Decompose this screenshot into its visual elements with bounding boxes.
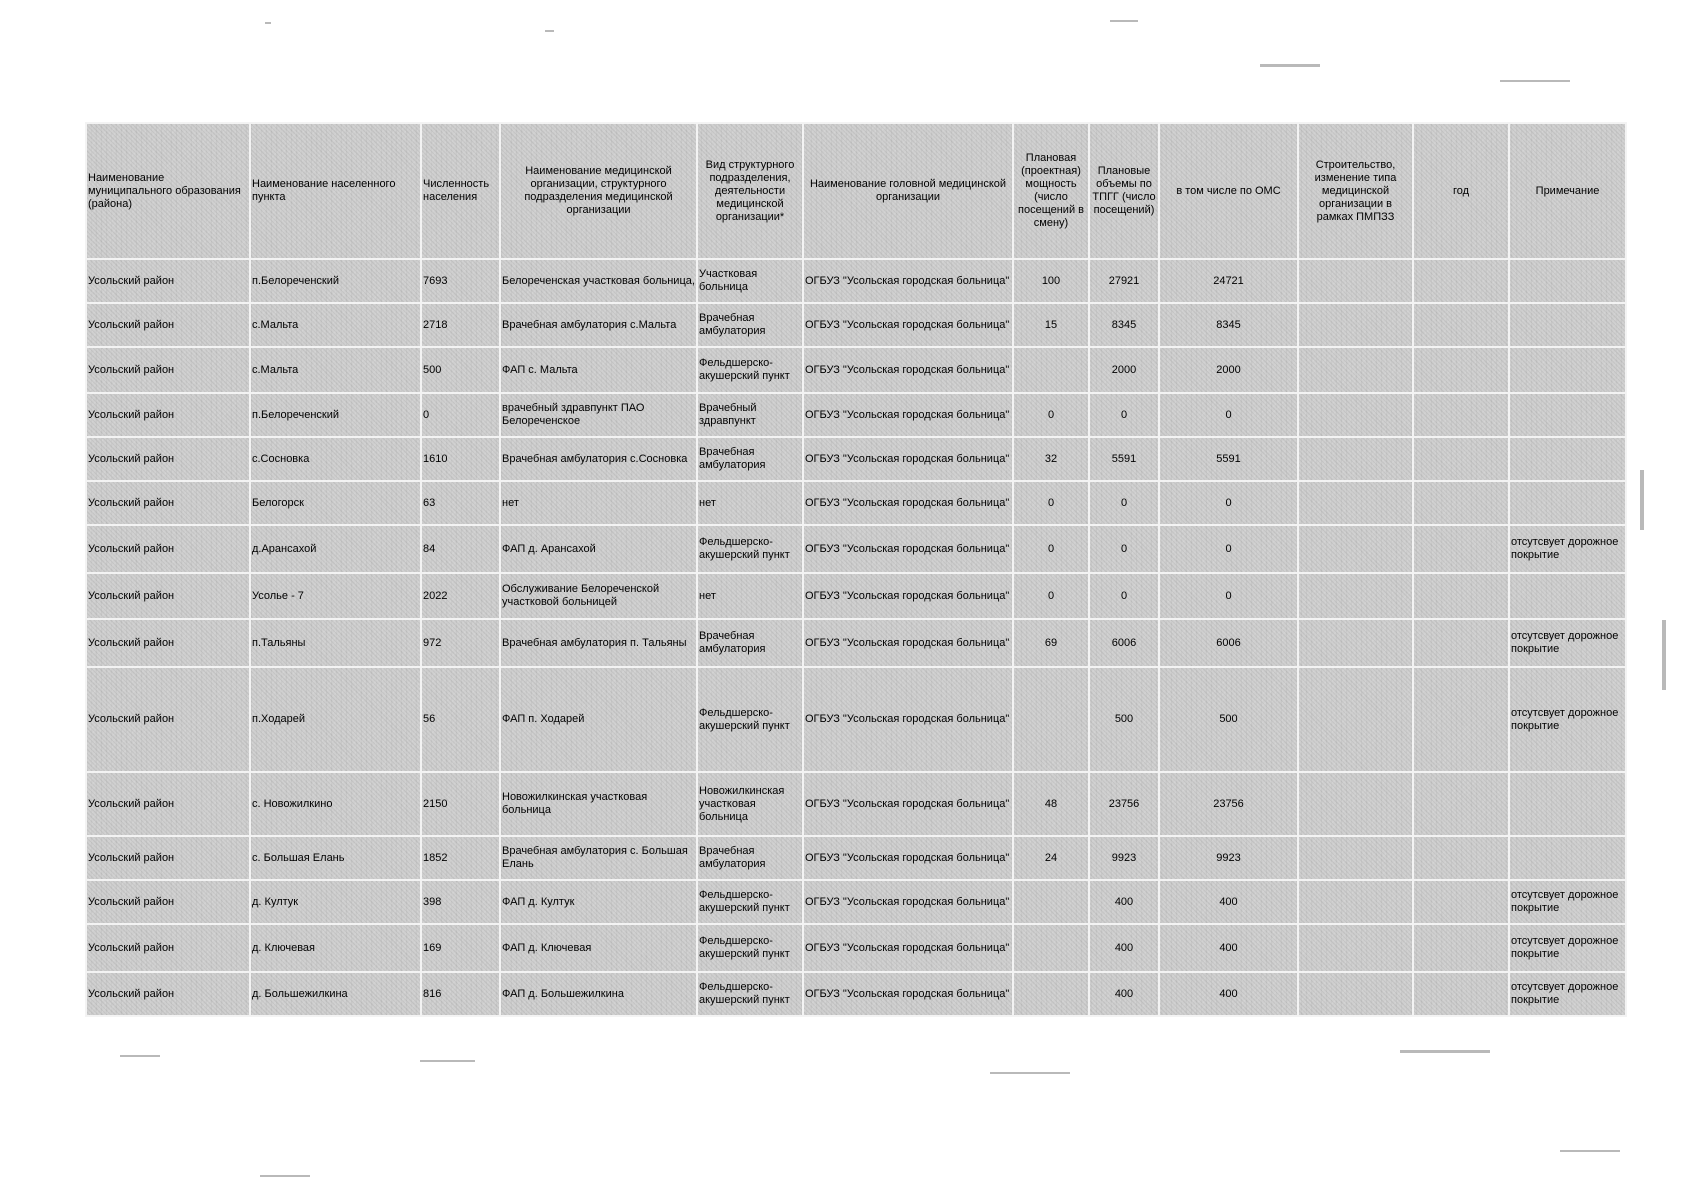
cell-municipality: Усольский район xyxy=(86,525,250,573)
cell-municipality: Усольский район xyxy=(86,437,250,481)
cell-construction xyxy=(1298,924,1413,972)
cell-municipality: Усольский район xyxy=(86,393,250,437)
cell-unit-type: Врачебная амбулатория xyxy=(697,437,803,481)
table-row xyxy=(86,525,1626,573)
cell-year xyxy=(1413,667,1509,772)
cell-note xyxy=(1509,437,1626,481)
header-row xyxy=(86,123,1626,259)
cell-note xyxy=(1509,259,1626,303)
cell-municipality: Усольский район xyxy=(86,347,250,393)
cell-head-organization: ОГБУЗ "Усольская городская больница" xyxy=(803,667,1013,772)
cell-year xyxy=(1413,772,1509,836)
cell-planned-volumes: 400 xyxy=(1089,924,1159,972)
cell-planned-volumes: 5591 xyxy=(1089,437,1159,481)
scan-noise xyxy=(120,1055,160,1057)
cell-planned-volumes: 0 xyxy=(1089,393,1159,437)
facilities-table xyxy=(85,122,1627,1017)
scan-noise xyxy=(1260,64,1320,67)
cell-oms: 400 xyxy=(1159,924,1298,972)
cell-note xyxy=(1509,347,1626,393)
table-row xyxy=(86,667,1626,772)
cell-unit-type: Новожилкинская участковая больница xyxy=(697,772,803,836)
cell-note: отсутсвует дорожное покрытие xyxy=(1509,667,1626,772)
scan-noise xyxy=(420,1060,475,1062)
cell-population: 972 xyxy=(421,619,500,667)
cell-note xyxy=(1509,481,1626,525)
cell-medical-organization: ФАП п. Ходарей xyxy=(500,667,697,772)
scan-noise xyxy=(1110,20,1138,22)
cell-head-organization: ОГБУЗ "Усольская городская больница" xyxy=(803,619,1013,667)
header-medical-organization: Наименование медицинской организации, структурного подразделения медицинской организации xyxy=(500,123,697,259)
cell-unit-type: Фельдшерско-акушерский пункт xyxy=(697,525,803,573)
cell-municipality: Усольский район xyxy=(86,972,250,1016)
cell-planned-capacity xyxy=(1013,880,1089,924)
cell-settlement: д. Ключевая xyxy=(250,924,421,972)
cell-year xyxy=(1413,393,1509,437)
scan-noise xyxy=(1500,80,1570,82)
cell-year xyxy=(1413,972,1509,1016)
cell-construction xyxy=(1298,525,1413,573)
cell-note xyxy=(1509,573,1626,619)
cell-oms: 2000 xyxy=(1159,347,1298,393)
cell-medical-organization: ФАП с. Мальта xyxy=(500,347,697,393)
scan-noise xyxy=(260,1175,310,1177)
cell-oms: 5591 xyxy=(1159,437,1298,481)
table-row xyxy=(86,259,1626,303)
table-row xyxy=(86,481,1626,525)
cell-oms: 24721 xyxy=(1159,259,1298,303)
cell-unit-type: нет xyxy=(697,481,803,525)
cell-planned-capacity: 69 xyxy=(1013,619,1089,667)
cell-unit-type: Врачебная амбулатория xyxy=(697,303,803,347)
cell-settlement: д. Култук xyxy=(250,880,421,924)
table-row xyxy=(86,880,1626,924)
cell-settlement: п.Тальяны xyxy=(250,619,421,667)
cell-planned-volumes: 500 xyxy=(1089,667,1159,772)
cell-population: 7693 xyxy=(421,259,500,303)
header-note: Примечание xyxy=(1509,123,1626,259)
cell-oms: 400 xyxy=(1159,972,1298,1016)
cell-head-organization: ОГБУЗ "Усольская городская больница" xyxy=(803,836,1013,880)
cell-head-organization: ОГБУЗ "Усольская городская больница" xyxy=(803,481,1013,525)
cell-municipality: Усольский район xyxy=(86,259,250,303)
cell-medical-organization: Врачебная амбулатория с. Большая Елань xyxy=(500,836,697,880)
cell-oms: 8345 xyxy=(1159,303,1298,347)
scan-noise xyxy=(990,1072,1070,1074)
cell-settlement: с. Большая Елань xyxy=(250,836,421,880)
cell-year xyxy=(1413,437,1509,481)
table-row xyxy=(86,303,1626,347)
table-row xyxy=(86,393,1626,437)
header-head-organization: Наименование головной медицинской организации xyxy=(803,123,1013,259)
cell-population: 2718 xyxy=(421,303,500,347)
cell-medical-organization: ФАП д. Арансахой xyxy=(500,525,697,573)
header-municipality: Наименование муниципального образования (района) xyxy=(86,123,250,259)
cell-head-organization: ОГБУЗ "Усольская городская больница" xyxy=(803,437,1013,481)
cell-unit-type: Фельдшерско-акушерский пункт xyxy=(697,880,803,924)
cell-population: 2022 xyxy=(421,573,500,619)
cell-municipality: Усольский район xyxy=(86,772,250,836)
cell-year xyxy=(1413,880,1509,924)
cell-construction xyxy=(1298,836,1413,880)
table-row xyxy=(86,924,1626,972)
cell-medical-organization: Врачебная амбулатория с.Мальта xyxy=(500,303,697,347)
cell-unit-type: Фельдшерско-акушерский пункт xyxy=(697,924,803,972)
cell-year xyxy=(1413,619,1509,667)
cell-note xyxy=(1509,836,1626,880)
header-population: Численность населения xyxy=(421,123,500,259)
cell-planned-capacity xyxy=(1013,972,1089,1016)
cell-planned-volumes: 6006 xyxy=(1089,619,1159,667)
cell-construction xyxy=(1298,573,1413,619)
cell-population: 84 xyxy=(421,525,500,573)
cell-construction xyxy=(1298,259,1413,303)
cell-note: отсутсвует дорожное покрытие xyxy=(1509,924,1626,972)
cell-oms: 6006 xyxy=(1159,619,1298,667)
header-unit-type: Вид структурного подразделения, деятельности медицинской организации* xyxy=(697,123,803,259)
cell-population: 63 xyxy=(421,481,500,525)
cell-unit-type: Врачебная амбулатория xyxy=(697,836,803,880)
header-settlement: Наименование населенного пункта xyxy=(250,123,421,259)
cell-unit-type: Участковая больница xyxy=(697,259,803,303)
cell-oms: 0 xyxy=(1159,525,1298,573)
cell-planned-capacity: 0 xyxy=(1013,481,1089,525)
header-construction: Строительство, изменение типа медицинской организации в рамках ПМПЗЗ xyxy=(1298,123,1413,259)
table-row xyxy=(86,619,1626,667)
cell-medical-organization: ФАП д. Култук xyxy=(500,880,697,924)
cell-medical-organization: Новожилкинская участковая больница xyxy=(500,772,697,836)
cell-oms: 9923 xyxy=(1159,836,1298,880)
scan-noise xyxy=(1640,470,1644,530)
table-row xyxy=(86,573,1626,619)
cell-population: 169 xyxy=(421,924,500,972)
cell-planned-volumes: 2000 xyxy=(1089,347,1159,393)
cell-construction xyxy=(1298,437,1413,481)
cell-municipality: Усольский район xyxy=(86,924,250,972)
cell-oms: 23756 xyxy=(1159,772,1298,836)
cell-medical-organization: ФАП д. Ключевая xyxy=(500,924,697,972)
cell-construction xyxy=(1298,619,1413,667)
cell-settlement: п.Ходарей xyxy=(250,667,421,772)
cell-population: 2150 xyxy=(421,772,500,836)
cell-year xyxy=(1413,347,1509,393)
cell-planned-volumes: 400 xyxy=(1089,880,1159,924)
cell-settlement: с.Сосновка xyxy=(250,437,421,481)
cell-population: 398 xyxy=(421,880,500,924)
cell-planned-capacity: 48 xyxy=(1013,772,1089,836)
cell-planned-capacity: 24 xyxy=(1013,836,1089,880)
cell-oms: 0 xyxy=(1159,573,1298,619)
cell-settlement: п.Белореченский xyxy=(250,259,421,303)
cell-population: 500 xyxy=(421,347,500,393)
cell-head-organization: ОГБУЗ "Усольская городская больница" xyxy=(803,972,1013,1016)
table-row xyxy=(86,836,1626,880)
cell-planned-capacity xyxy=(1013,667,1089,772)
cell-construction xyxy=(1298,347,1413,393)
header-year: год xyxy=(1413,123,1509,259)
scan-noise xyxy=(545,30,554,32)
cell-oms: 0 xyxy=(1159,481,1298,525)
table-row xyxy=(86,347,1626,393)
cell-municipality: Усольский район xyxy=(86,880,250,924)
scan-noise xyxy=(1400,1050,1490,1053)
cell-planned-volumes: 23756 xyxy=(1089,772,1159,836)
cell-planned-capacity: 0 xyxy=(1013,393,1089,437)
cell-municipality: Усольский район xyxy=(86,619,250,667)
cell-planned-volumes: 400 xyxy=(1089,972,1159,1016)
table-row xyxy=(86,772,1626,836)
cell-unit-type: Фельдшерско-акушерский пункт xyxy=(697,972,803,1016)
cell-planned-volumes: 0 xyxy=(1089,573,1159,619)
cell-year xyxy=(1413,573,1509,619)
cell-unit-type: Врачебный здравпункт xyxy=(697,393,803,437)
cell-note xyxy=(1509,393,1626,437)
cell-construction xyxy=(1298,667,1413,772)
cell-planned-capacity xyxy=(1013,347,1089,393)
cell-settlement: с. Новожилкино xyxy=(250,772,421,836)
cell-settlement: с.Мальта xyxy=(250,347,421,393)
header-planned-volumes: Плановые объемы по ТПГГ (число посещений) xyxy=(1089,123,1159,259)
cell-head-organization: ОГБУЗ "Усольская городская больница" xyxy=(803,303,1013,347)
cell-settlement: с.Мальта xyxy=(250,303,421,347)
scan-noise xyxy=(1662,620,1666,690)
cell-municipality: Усольский район xyxy=(86,573,250,619)
cell-population: 1852 xyxy=(421,836,500,880)
cell-construction xyxy=(1298,880,1413,924)
cell-note: отсутсвует дорожное покрытие xyxy=(1509,619,1626,667)
header-oms: в том числе по ОМС xyxy=(1159,123,1298,259)
cell-settlement: д.Арансахой xyxy=(250,525,421,573)
cell-municipality: Усольский район xyxy=(86,303,250,347)
cell-population: 0 xyxy=(421,393,500,437)
cell-year xyxy=(1413,525,1509,573)
cell-planned-capacity: 0 xyxy=(1013,525,1089,573)
cell-planned-volumes: 8345 xyxy=(1089,303,1159,347)
cell-head-organization: ОГБУЗ "Усольская городская больница" xyxy=(803,772,1013,836)
scan-noise xyxy=(265,22,271,24)
cell-note xyxy=(1509,303,1626,347)
cell-oms: 500 xyxy=(1159,667,1298,772)
cell-medical-organization: Врачебная амбулатория с.Сосновка xyxy=(500,437,697,481)
cell-oms: 400 xyxy=(1159,880,1298,924)
table-row xyxy=(86,437,1626,481)
table-row xyxy=(86,972,1626,1016)
cell-medical-organization: Белореченская участковая больница, xyxy=(500,259,697,303)
cell-oms: 0 xyxy=(1159,393,1298,437)
cell-settlement: п.Белореченский xyxy=(250,393,421,437)
cell-head-organization: ОГБУЗ "Усольская городская больница" xyxy=(803,347,1013,393)
cell-note: отсутсвует дорожное покрытие xyxy=(1509,880,1626,924)
cell-medical-organization: нет xyxy=(500,481,697,525)
cell-year xyxy=(1413,259,1509,303)
cell-note: отсутсвует дорожное покрытие xyxy=(1509,525,1626,573)
cell-planned-volumes: 0 xyxy=(1089,525,1159,573)
cell-medical-organization: ФАП д. Большежилкина xyxy=(500,972,697,1016)
cell-head-organization: ОГБУЗ "Усольская городская больница" xyxy=(803,880,1013,924)
cell-municipality: Усольский район xyxy=(86,481,250,525)
cell-year xyxy=(1413,836,1509,880)
cell-construction xyxy=(1298,393,1413,437)
scan-noise xyxy=(1560,1150,1620,1152)
cell-unit-type: Врачебная амбулатория xyxy=(697,619,803,667)
cell-municipality: Усольский район xyxy=(86,667,250,772)
cell-year xyxy=(1413,481,1509,525)
cell-population: 1610 xyxy=(421,437,500,481)
cell-settlement: Усолье - 7 xyxy=(250,573,421,619)
cell-medical-organization: врачебный здравпункт ПАО Белореченское xyxy=(500,393,697,437)
cell-settlement: д. Большежилкина xyxy=(250,972,421,1016)
cell-head-organization: ОГБУЗ "Усольская городская больница" xyxy=(803,924,1013,972)
cell-planned-volumes: 27921 xyxy=(1089,259,1159,303)
cell-head-organization: ОГБУЗ "Усольская городская больница" xyxy=(803,525,1013,573)
cell-head-organization: ОГБУЗ "Усольская городская больница" xyxy=(803,393,1013,437)
cell-unit-type: Фельдшерско-акушерский пункт xyxy=(697,667,803,772)
cell-year xyxy=(1413,303,1509,347)
cell-construction xyxy=(1298,481,1413,525)
cell-planned-capacity: 32 xyxy=(1013,437,1089,481)
cell-planned-capacity: 0 xyxy=(1013,573,1089,619)
cell-unit-type: Фельдшерско-акушерский пункт xyxy=(697,347,803,393)
cell-medical-organization: Обслуживание Белореченской участковой больницей xyxy=(500,573,697,619)
cell-planned-volumes: 9923 xyxy=(1089,836,1159,880)
cell-population: 816 xyxy=(421,972,500,1016)
cell-population: 56 xyxy=(421,667,500,772)
cell-settlement: Белогорск xyxy=(250,481,421,525)
cell-planned-capacity: 15 xyxy=(1013,303,1089,347)
cell-year xyxy=(1413,924,1509,972)
cell-unit-type: нет xyxy=(697,573,803,619)
cell-note xyxy=(1509,772,1626,836)
cell-construction xyxy=(1298,772,1413,836)
cell-planned-capacity: 100 xyxy=(1013,259,1089,303)
cell-medical-organization: Врачебная амбулатория п. Тальяны xyxy=(500,619,697,667)
cell-construction xyxy=(1298,303,1413,347)
cell-planned-volumes: 0 xyxy=(1089,481,1159,525)
header-planned-capacity: Плановая (проектная) мощность (число посещений в смену) xyxy=(1013,123,1089,259)
cell-head-organization: ОГБУЗ "Усольская городская больница" xyxy=(803,573,1013,619)
cell-municipality: Усольский район xyxy=(86,836,250,880)
cell-construction xyxy=(1298,972,1413,1016)
cell-head-organization: ОГБУЗ "Усольская городская больница" xyxy=(803,259,1013,303)
cell-planned-capacity xyxy=(1013,924,1089,972)
cell-note: отсутсвует дорожное покрытие xyxy=(1509,972,1626,1016)
